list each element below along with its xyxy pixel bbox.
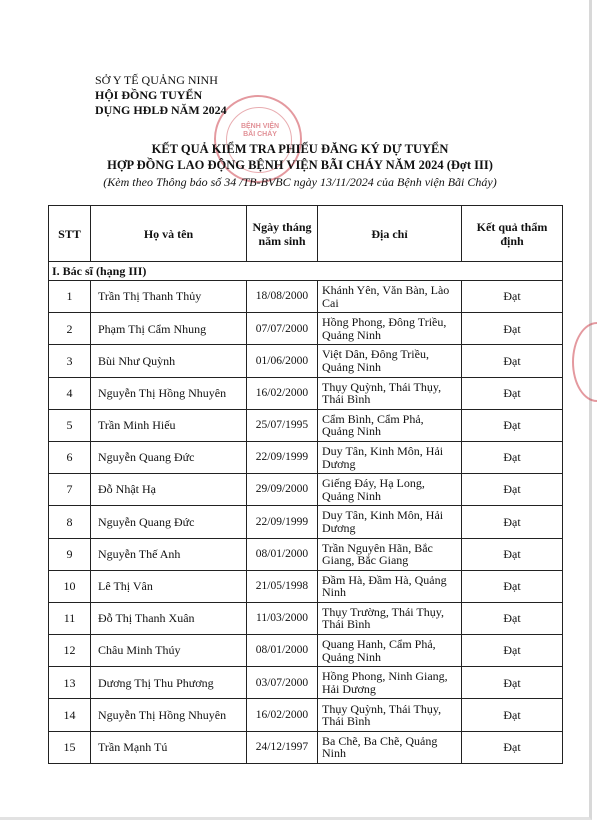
cell-name: Đỗ Nhật Hạ — [91, 474, 247, 506]
cell-result: Đạt — [462, 506, 563, 538]
cell-name: Trần Mạnh Tú — [91, 731, 247, 763]
cell-result: Đạt — [462, 538, 563, 570]
cell-stt: 15 — [49, 731, 91, 763]
cell-address: Khánh Yên, Văn Bàn, Lào Cai — [318, 281, 462, 313]
cell-stt: 8 — [49, 506, 91, 538]
table-header-row — [49, 206, 563, 262]
cell-result: Đạt — [462, 731, 563, 763]
cell-dob: 11/03/2000 — [247, 602, 318, 634]
cell-stt: 14 — [49, 699, 91, 731]
cell-stt: 12 — [49, 635, 91, 667]
section-row — [49, 262, 563, 281]
cell-stt: 10 — [49, 570, 91, 602]
cell-dob: 03/07/2000 — [247, 667, 318, 699]
document-title-line-2: HỢP ĐỒNG LAO ĐỘNG BỆNH VIỆN BÃI CHÁY NĂM 2024 (Đợt III) — [107, 158, 493, 172]
table-row — [49, 731, 563, 763]
cell-dob: 25/07/1995 — [247, 409, 318, 441]
cell-result: Đạt — [462, 409, 563, 441]
table-row — [49, 377, 563, 409]
header-result: Kết quả thẩm định — [462, 206, 563, 262]
cell-address: Cẩm Bình, Cẩm Phả, Quảng Ninh — [318, 409, 462, 441]
issuing-organization — [95, 73, 255, 118]
cell-result: Đạt — [462, 635, 563, 667]
document-title-line-1: KẾT QUẢ KIỂM TRA PHIẾU ĐĂNG KÝ DỰ TUYỂN — [151, 142, 449, 156]
cell-address: Đầm Hà, Đầm Hà, Quảng Ninh — [318, 570, 462, 602]
table-row — [49, 538, 563, 570]
cell-name: Dương Thị Thu Phương — [91, 667, 247, 699]
cell-address: Thụy Quỳnh, Thái Thụy, Thái Bình — [318, 377, 462, 409]
cell-address: Thụy Trường, Thái Thụy, Thái Bình — [318, 602, 462, 634]
cell-name: Nguyễn Quang Đức — [91, 506, 247, 538]
table-row — [49, 474, 563, 506]
cell-stt: 6 — [49, 441, 91, 473]
cell-name: Bùi Như Quỳnh — [91, 345, 247, 377]
org-line-1: SỞ Y TẾ QUẢNG NINH — [95, 73, 218, 87]
cell-dob: 07/07/2000 — [247, 313, 318, 345]
table-row — [49, 281, 563, 313]
cell-address: Hồng Phong, Ninh Giang, Hải Dương — [318, 667, 462, 699]
results-table — [48, 205, 563, 764]
cell-name: Trần Minh Hiếu — [91, 409, 247, 441]
table-row — [49, 602, 563, 634]
cell-address: Trần Nguyên Hãn, Bắc Giang, Bắc Giang — [318, 538, 462, 570]
cell-stt: 1 — [49, 281, 91, 313]
cell-address: Quang Hanh, Cẩm Phả, Quảng Ninh — [318, 635, 462, 667]
cell-dob: 08/01/2000 — [247, 538, 318, 570]
cell-result: Đạt — [462, 570, 563, 602]
cell-dob: 18/08/2000 — [247, 281, 318, 313]
table-row — [49, 409, 563, 441]
cell-name: Phạm Thị Cẩm Nhung — [91, 313, 247, 345]
cell-result: Đạt — [462, 345, 563, 377]
cell-result: Đạt — [462, 441, 563, 473]
section-title: I. Bác sĩ (hạng III) — [49, 262, 563, 281]
cell-stt: 5 — [49, 409, 91, 441]
table-row — [49, 570, 563, 602]
header-address: Địa chỉ — [318, 206, 462, 262]
org-line-3: DỤNG HĐLĐ NĂM 2024 — [95, 103, 227, 117]
table-row — [49, 699, 563, 731]
cell-address: Hồng Phong, Đông Triều, Quảng Ninh — [318, 313, 462, 345]
table-row — [49, 667, 563, 699]
cell-name: Nguyễn Thị Hồng Nhuyên — [91, 377, 247, 409]
cell-address: Duy Tân, Kinh Môn, Hải Dương — [318, 441, 462, 473]
cell-name: Nguyễn Thị Hồng Nhuyên — [91, 699, 247, 731]
cell-address: Duy Tân, Kinh Môn, Hải Dương — [318, 506, 462, 538]
cell-stt: 3 — [49, 345, 91, 377]
cell-name: Châu Minh Thúy — [91, 635, 247, 667]
cell-result: Đạt — [462, 281, 563, 313]
cell-name: Trần Thị Thanh Thủy — [91, 281, 247, 313]
cell-address: Ba Chẽ, Ba Chẽ, Quảng Ninh — [318, 731, 462, 763]
cell-result: Đạt — [462, 474, 563, 506]
cell-stt: 2 — [49, 313, 91, 345]
cell-result: Đạt — [462, 313, 563, 345]
cell-dob: 22/09/1999 — [247, 441, 318, 473]
cell-name: Nguyễn Thế Anh — [91, 538, 247, 570]
header-name: Họ và tên — [91, 206, 247, 262]
cell-address: Giếng Đáy, Hạ Long, Quảng Ninh — [318, 474, 462, 506]
cell-name: Nguyễn Quang Đức — [91, 441, 247, 473]
cell-dob: 01/06/2000 — [247, 345, 318, 377]
cell-stt: 7 — [49, 474, 91, 506]
cell-address: Thụy Quỳnh, Thái Thụy, Thái Bình — [318, 699, 462, 731]
cell-result: Đạt — [462, 602, 563, 634]
cell-dob: 16/02/2000 — [247, 377, 318, 409]
cell-name: Đỗ Thị Thanh Xuân — [91, 602, 247, 634]
cell-stt: 13 — [49, 667, 91, 699]
cell-address: Việt Dân, Đông Triều, Quảng Ninh — [318, 345, 462, 377]
seal-text: BỆNH VIỆN BÃI CHÁY — [240, 123, 280, 138]
cell-stt: 11 — [49, 602, 91, 634]
cell-dob: 21/05/1998 — [247, 570, 318, 602]
header-stt: STT — [49, 206, 91, 262]
cell-result: Đạt — [462, 667, 563, 699]
table-row — [49, 441, 563, 473]
cell-dob: 08/01/2000 — [247, 635, 318, 667]
cell-dob: 22/09/1999 — [247, 506, 318, 538]
table-row — [49, 635, 563, 667]
header-dob: Ngày tháng năm sinh — [247, 206, 318, 262]
cell-name: Lê Thị Vân — [91, 570, 247, 602]
cell-stt: 9 — [49, 538, 91, 570]
cell-result: Đạt — [462, 377, 563, 409]
cell-stt: 4 — [49, 377, 91, 409]
org-line-2: HỘI ĐỒNG TUYỂN — [95, 88, 203, 102]
table-row — [49, 345, 563, 377]
cell-dob: 16/02/2000 — [247, 699, 318, 731]
table-row — [49, 313, 563, 345]
cell-dob: 29/09/2000 — [247, 474, 318, 506]
document-subtitle: (Kèm theo Thông báo số 34 /TB-BVBC ngày 13/11/2024 của Bệnh viện Bãi Cháy) — [103, 175, 497, 189]
cell-result: Đạt — [462, 699, 563, 731]
cell-dob: 24/12/1997 — [247, 731, 318, 763]
table-row — [49, 506, 563, 538]
